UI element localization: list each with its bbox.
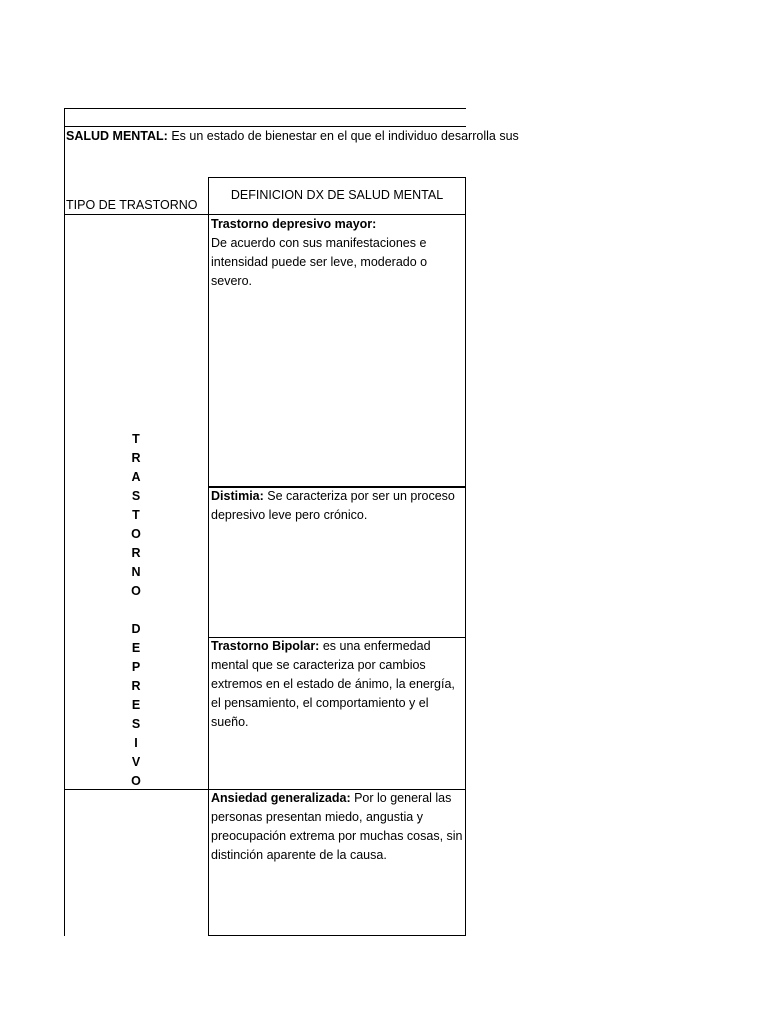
row-body: es una enfermedad mental que se caracteriza por cambios extremos en el estado de ánimo, la energía, el pensamiento, el comportamiento y el sueño. — [211, 639, 455, 729]
group-letter: V — [131, 755, 141, 769]
group-letter: P — [131, 660, 141, 674]
row-depresivo-mayor — [211, 215, 465, 291]
row-body: De acuerdo con sus manifestaciones e intensidad puede ser leve, moderado o severo. — [211, 236, 428, 288]
intro-text — [66, 127, 519, 146]
group-letter: E — [131, 641, 141, 655]
group-letter: O — [131, 527, 141, 541]
row-ansiedad — [211, 789, 465, 865]
group-letter: D — [131, 622, 141, 636]
table-border-right — [465, 177, 466, 936]
table-border-top — [64, 108, 466, 109]
row-bipolar — [211, 637, 465, 732]
intro-label: SALUD MENTAL: — [66, 129, 168, 143]
row-title: Ansiedad generalizada: — [211, 791, 351, 805]
header-tipo-trastorno: TIPO DE TRASTORNO — [66, 198, 198, 212]
row-title: Distimia: — [211, 489, 264, 503]
header-col2-top — [208, 177, 466, 178]
group-letter: A — [131, 470, 141, 484]
row-body: Se caracteriza por ser un proceso depresivo leve pero crónico. — [211, 489, 455, 522]
group-letter: R — [131, 546, 141, 560]
header-definicion: DEFINICION DX DE SALUD MENTAL — [230, 188, 444, 202]
group-letter: R — [131, 451, 141, 465]
intro-row — [66, 127, 519, 146]
group-letter: N — [131, 565, 141, 579]
group-letter: S — [131, 489, 141, 503]
intro-definition: Es un estado de bienestar en el que el individuo desarrolla sus — [167, 129, 519, 143]
group-letter: R — [131, 679, 141, 693]
table-bottom-line — [208, 935, 466, 936]
group-letter — [126, 601, 146, 620]
group-letter: T — [132, 432, 140, 446]
row-distimia — [211, 487, 465, 525]
row-title: Trastorno depresivo mayor: — [211, 217, 377, 231]
row-title: Trastorno Bipolar: — [211, 639, 320, 653]
group-letter: O — [131, 774, 141, 788]
group-letter: E — [131, 698, 141, 712]
group-label-trastorno-depresivo — [126, 430, 146, 791]
column-divider — [208, 177, 209, 936]
group-letter: S — [131, 717, 141, 731]
table-border-left — [64, 108, 65, 936]
group-letter: O — [131, 584, 141, 598]
row-body: Por lo general las personas presentan miedo, angustia y preocupación extrema por muchas cosas, sin distinción aparente de la causa. — [211, 791, 463, 862]
group-letter: T — [132, 508, 140, 522]
group-letter: I — [134, 736, 138, 750]
